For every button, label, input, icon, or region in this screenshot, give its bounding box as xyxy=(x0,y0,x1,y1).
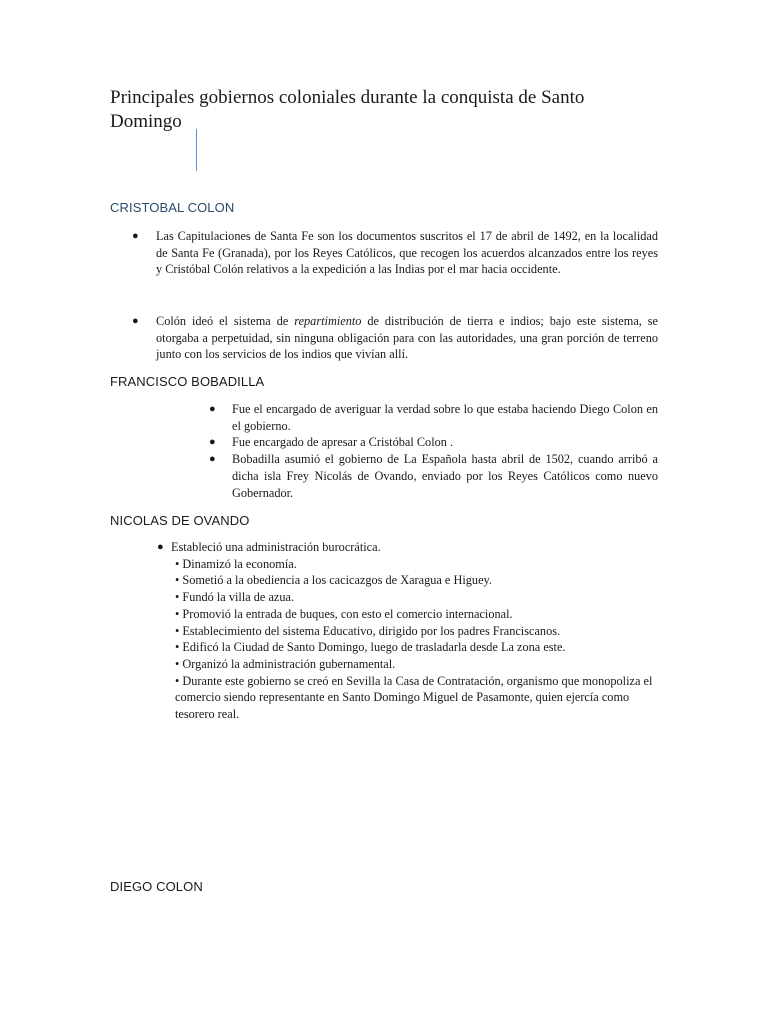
bullet-icon: ● xyxy=(132,230,139,242)
bullet-icon: ● xyxy=(132,315,139,327)
list-item: • Dinamizó la economía. xyxy=(175,556,297,571)
list-item xyxy=(132,313,659,363)
bullet-icon: ● xyxy=(157,541,164,553)
cristobal-list-1 xyxy=(132,228,658,278)
list-item: • Edificó la Ciudad de Santo Domingo, luego de trasladarla desde La zona este. xyxy=(175,640,566,655)
bullet-icon: ● xyxy=(209,403,216,415)
ovando-sublist xyxy=(171,556,658,723)
bullet-icon: ● xyxy=(209,436,216,449)
bobadilla-list xyxy=(209,401,658,501)
ovando-block xyxy=(157,539,658,723)
list-item: • Sometió a la obediencia a los cacicazgos de Xaragua e Higuey. xyxy=(175,573,492,588)
list-item: • Organizó la administración gubernamental. xyxy=(175,656,396,671)
cristobal-list-2 xyxy=(132,313,659,363)
list-item: • Establecimiento del sistema Educativo, dirigido por los padres Franciscanos. xyxy=(175,623,561,638)
paragraph-repartimiento-after: de distribución de tierra e indios; bajo este sistema, se otorgaba a perpetuidad, sin ninguna obligación para con las autoridades, una gran porción de terreno junto con los servicios de los indios que vivían allí. xyxy=(156,314,659,362)
text-cursor xyxy=(196,129,197,171)
document-title: Principales gobiernos coloniales durante la conquista de Santo Domingo xyxy=(110,87,585,132)
list-item xyxy=(209,451,658,501)
list-item: • Fundó la villa de azua. xyxy=(175,590,295,605)
heading-cristobal-colon: CRISTOBAL COLON xyxy=(110,200,235,215)
list-item xyxy=(157,539,658,556)
heading-diego-colon: DIEGO COLON xyxy=(110,879,203,894)
repartimiento-term: repartimiento xyxy=(294,314,362,328)
list-item xyxy=(132,228,658,278)
ovando-first-text: Estableció una administración burocrática. xyxy=(171,540,381,554)
paragraph-capitulaciones: Las Capitulaciones de Santa Fe son los documentos suscritos el 17 de abril de 1492, en la localidad de Santa Fe (Granada), por los Reyes Católicos, que recogen los acuerdos alcanzados entre los reyes y Cristóbal Colón relativos a la expedición a las Indias por el mar hacia occidente. xyxy=(156,229,658,277)
list-item xyxy=(209,434,658,451)
list-item: • Promovió la entrada de buques, con esto el comercio internacional. xyxy=(175,606,513,621)
heading-francisco-bobadilla: FRANCISCO BOBADILLA xyxy=(110,374,265,389)
bobadilla-item-text: Fue encargado de apresar a Cristóbal Colon . xyxy=(232,435,454,450)
bobadilla-item-text: Fue el encargado de averiguar la verdad sobre lo que estaba haciendo Diego Colon en el gobierno. xyxy=(232,402,658,433)
bobadilla-item-text: Bobadilla asumió el gobierno de La Española hasta abril de 1502, cuando arribó a dicha isla Frey Nicolás de Ovando, enviado por los Reyes Católicos como nuevo Gobernador. xyxy=(232,452,658,500)
list-item xyxy=(209,401,658,434)
paragraph-repartimiento-before: Colón ideó el sistema de xyxy=(156,314,289,328)
bullet-icon: ● xyxy=(209,453,216,466)
list-item: • Durante este gobierno se creó en Sevilla la Casa de Contratación, organismo que monopoliza el comercio siendo representante en Santo Domingo Miguel de Pasamonte, quien ejercía como tesorero real. xyxy=(175,673,653,722)
heading-nicolas-de-ovando: NICOLAS DE OVANDO xyxy=(110,513,250,528)
